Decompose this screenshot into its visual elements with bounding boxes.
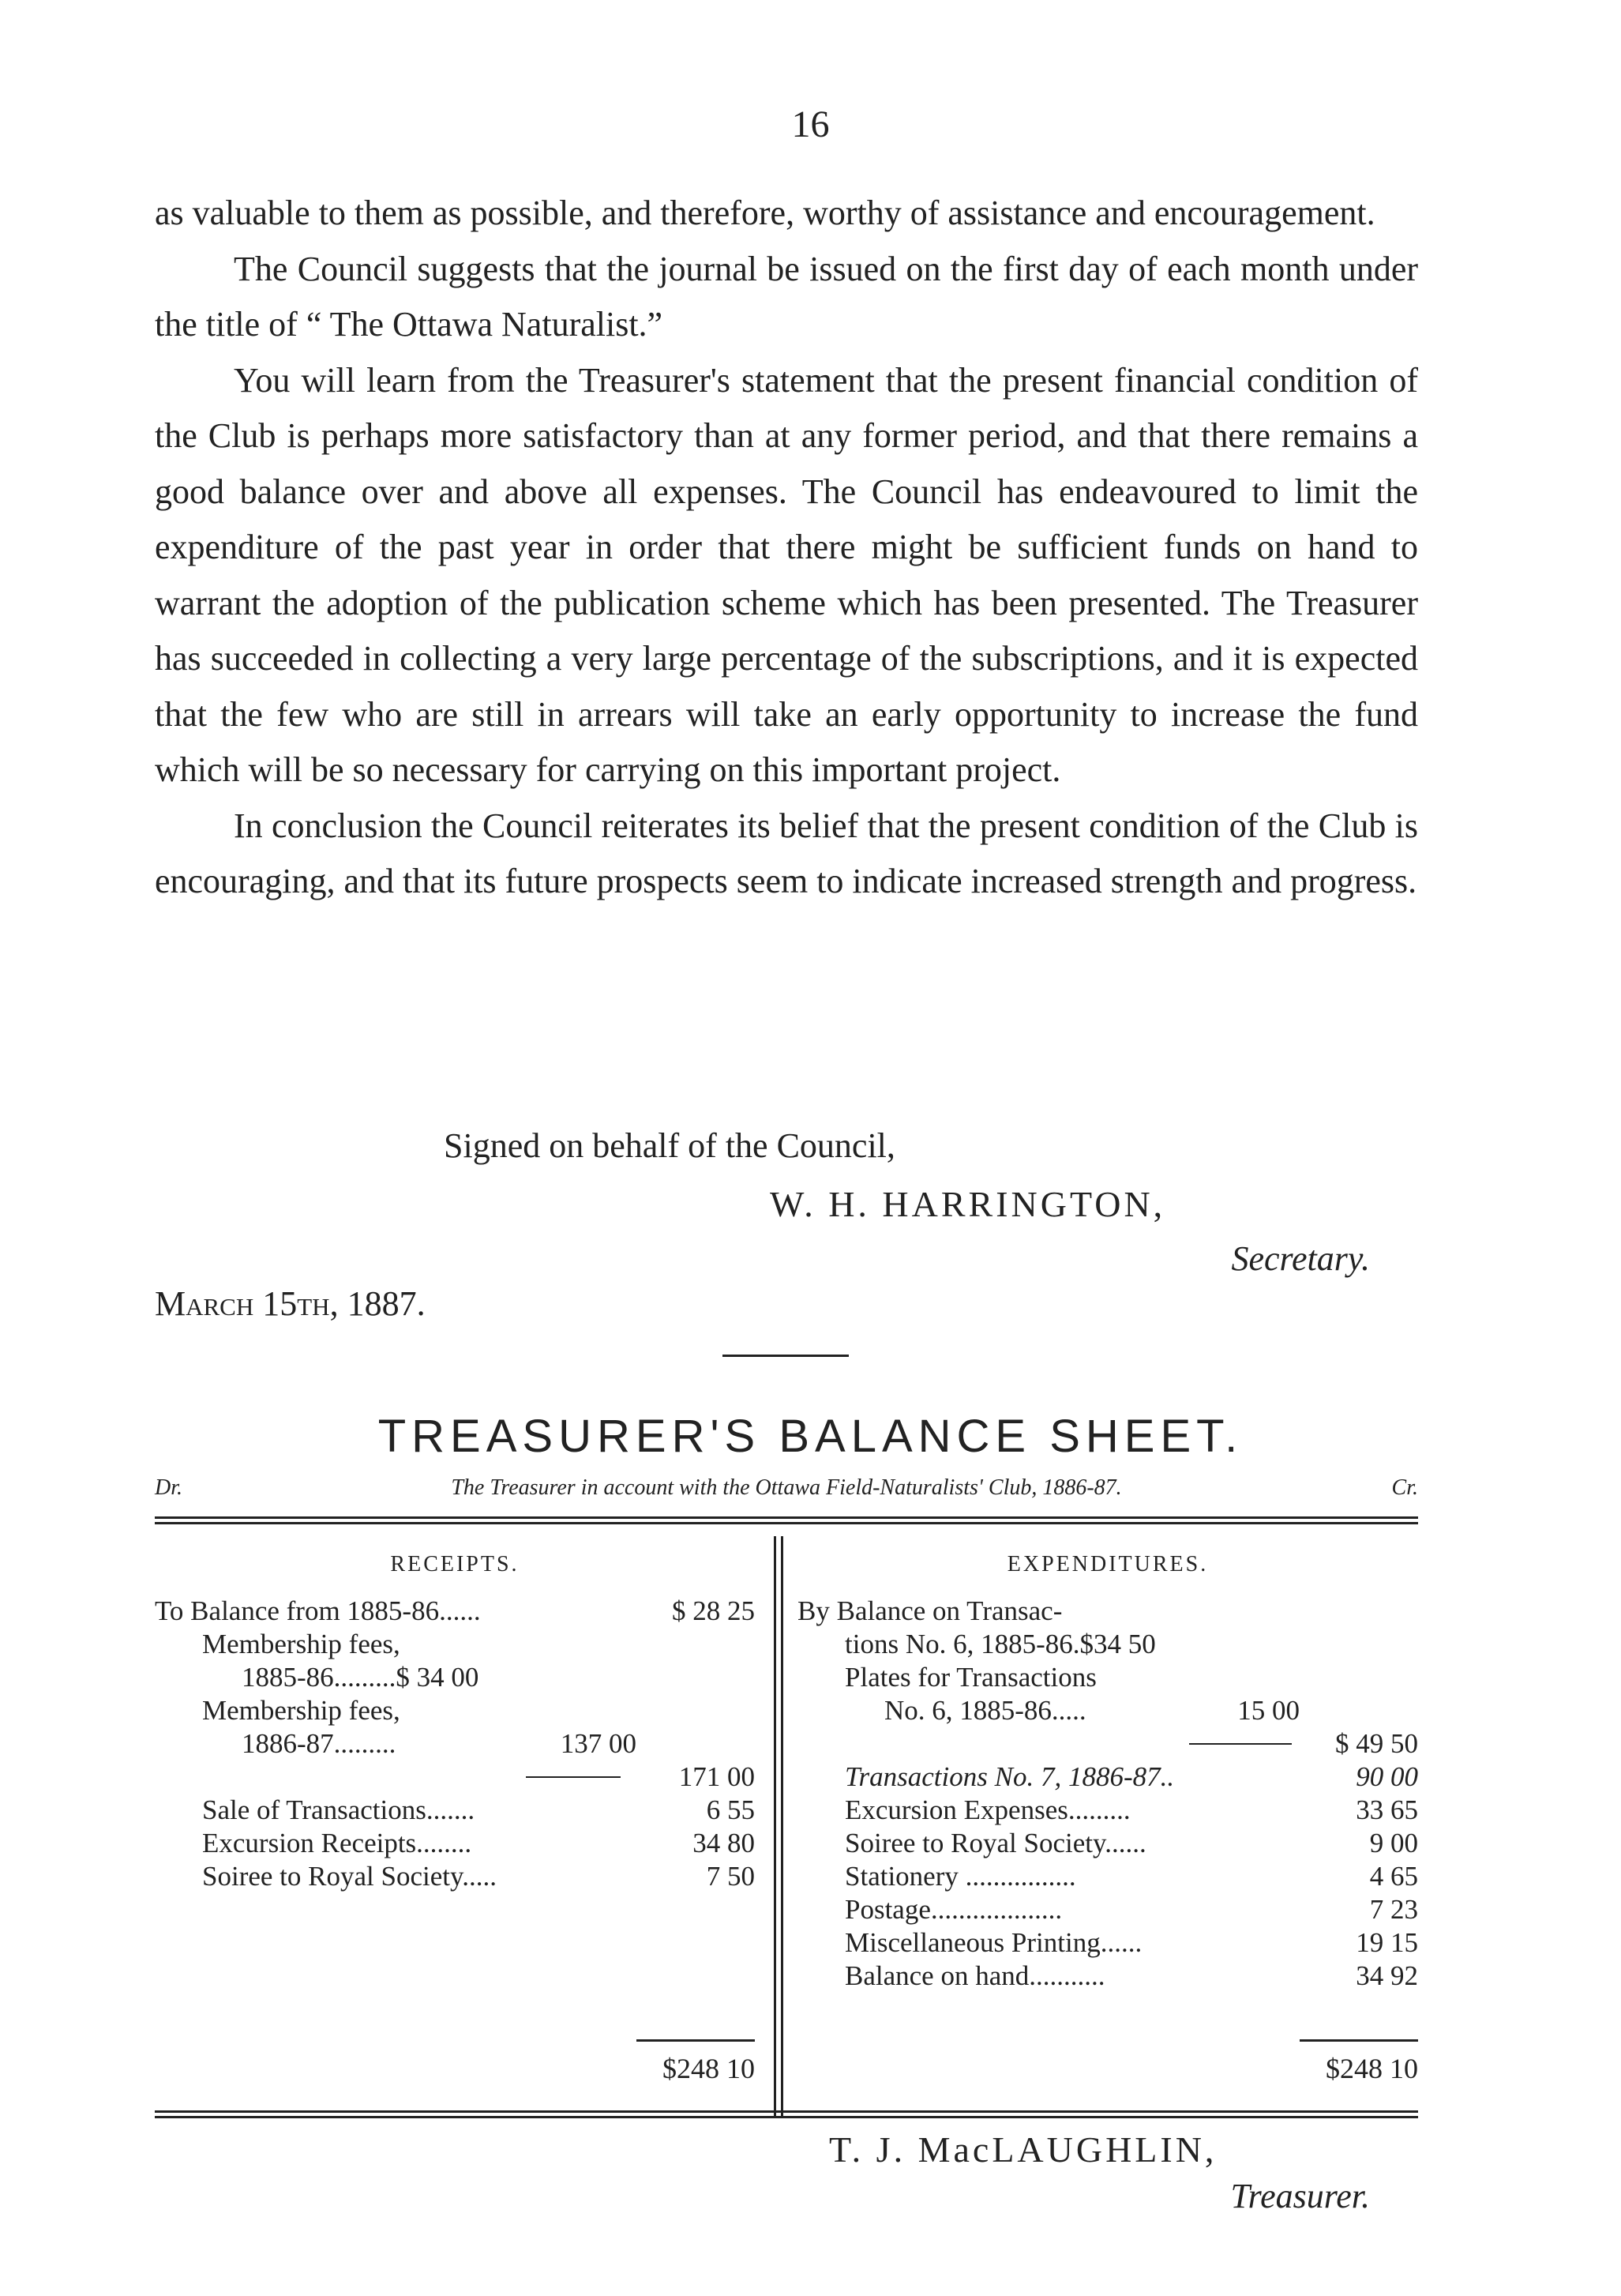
column-divider [774,1536,783,2117]
report-date: March 15th, 1887. [155,1284,426,1323]
paragraph: The Council suggests that the journal be issued on the first day of each month under the title of “ The Ottawa Naturalist.” [155,249,1418,344]
balance-sheet-title: TREASURER'S BALANCE SHEET. [377,1411,1244,1462]
expenditures-total: $248 10 [1326,2053,1418,2084]
table-row: Membership fees, [202,1629,400,1659]
section-divider [722,1355,849,1357]
table-bottom-rule [155,2110,1418,2118]
table-row: Excursion Expenses......... 33 65 [845,1794,1418,1825]
table-top-rule [155,1516,1418,1524]
paragraph: You will learn from the Treasurer's statement that the present financial condition of the Club is perhaps more satisfactory than at any former period, and that there remains a good balance over and above all expenses. The Council has endeavoured to limit the expenditure of the past year in order that there might be sufficient funds on hand to warrant the adoption of the publication scheme which has been presented. The Treasurer has succeeded in collecting a very large percentage of the subscriptions, and it is expected that the few who are still in arrears will take an early opportunity to increase the fund which will be so necessary for carrying on this important project. [155,360,1418,789]
table-row: Postage................... 7 23 [845,1894,1418,1925]
signed-line: Signed on behalf of the Council, [444,1126,895,1165]
receipts-column [155,1552,755,1893]
table-row: No. 6, 1885-86..... 15 00 [884,1695,1300,1726]
table-row: 1886-87......... 137 00 [242,1728,636,1759]
table-row: Plates for Transactions [845,1662,1097,1693]
table-row: 171 00 [155,1761,755,1794]
table-row: Sale of Transactions....... 6 55 [202,1794,755,1825]
expenditures-total-rule [1300,2039,1418,2042]
treasurer-title: Treasurer. [1230,2177,1370,2215]
secretary-title: Secretary. [1231,1239,1370,1278]
secretary-name: W. H. HARRINGTON, [770,1184,1166,1224]
table-row: Membership fees, [202,1695,400,1726]
table-row: Excursion Receipts........ 34 80 [202,1828,755,1858]
table-row: 1885-86.........$ 34 00 [242,1662,479,1693]
table-row: Stationery ................ 4 65 [845,1861,1418,1892]
table-row: $ 49 50 [797,1727,1418,1761]
receipts-total: $248 10 [662,2053,755,2084]
paragraph: In conclusion the Council reiterates its belief that the present condition of the Club is encouraging, and that its future prospects seem to indicate increased strength and progress. [155,806,1418,900]
receipts-heading: RECEIPTS. [390,1552,520,1576]
report-body [155,186,1418,910]
paragraph: as valuable to them as possible, and therefore, worthy of assistance and encouragement. [155,194,1375,232]
credit-label: Cr. [1391,1475,1418,1500]
treasurer-name: T. J. MacLAUGHLIN, [829,2129,1218,2170]
table-row: tions No. 6, 1885-86.$34 50 [845,1629,1156,1659]
table-row: To Balance from 1885-86...... $ 28 25 [155,1595,755,1626]
page-number: 16 [791,103,830,145]
receipts-total-rule [636,2039,755,2042]
table-row: Soiree to Royal Society...... 9 00 [845,1828,1418,1858]
table-row: Transactions No. 7, 1886-87.. 90 00 [845,1761,1418,1792]
debit-label: Dr. [155,1475,183,1500]
balance-sheet-subtitle: The Treasurer in account with the Ottawa Field-Naturalists' Club, 1886-87. [451,1475,1122,1500]
expenditures-column [797,1552,1418,1993]
table-row: Miscellaneous Printing...... 19 15 [845,1927,1418,1958]
table-row: Balance on hand........... 34 92 [845,1960,1418,1991]
table-row: Soiree to Royal Society..... 7 50 [202,1861,755,1892]
table-row: By Balance on Transac- [797,1595,1063,1626]
expenditures-heading: EXPENDITURES. [1007,1552,1209,1576]
